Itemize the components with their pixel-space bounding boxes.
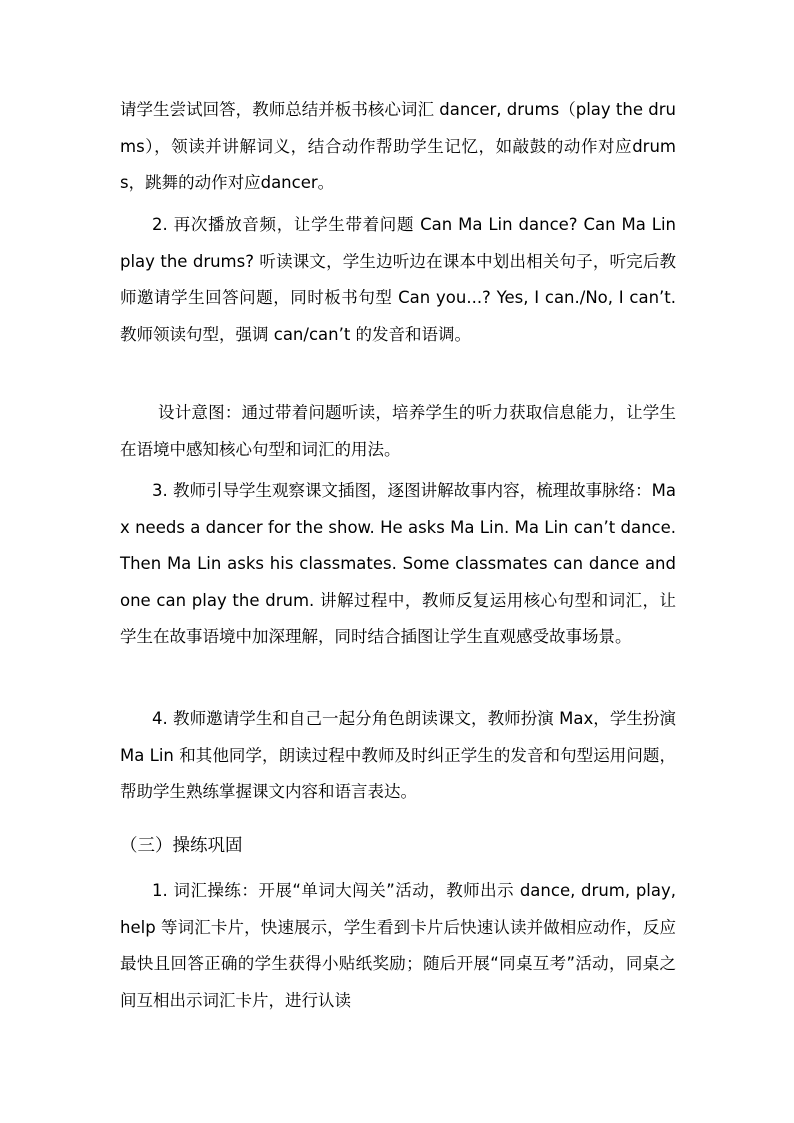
section-heading: （三）操练巩固 [120,836,243,856]
paragraph-vocabulary-intro: 请学生尝试回答，教师总结并板书核心词汇 dancer, drums（play the drums），领读并讲解词义，结合动作帮助学生记忆，如敲鼓的动作对应drums，跳舞的动作对应dancer。 [120,100,676,193]
paragraph-step-2: 2. 再次播放音频，让学生带着问题 Can Ma Lin dance? Can Ma Lin play the drums? 听读课文，学生边听边在课本中划出相关句子，听完后教师邀请学生回答问题，同时板书句型 Can you...? Yes, I can./No, I can’t. 教师领读句型，强调 can/can’t 的发音和语调。 [120,215,676,344]
paragraph-vocabulary-practice: 1. 词汇操练：开展“单词大闯关”活动，教师出示 dance, drum, play, help 等词汇卡片，快速展示，学生看到卡片后快速认读并做相应动作，反应最快且回答正确的学生获得小贴纸奖励；随后开展“同桌互考”活动，同桌之间互相出示词汇卡片，进行认读 [120,881,676,1010]
paragraph-step-4: 4. 教师邀请学生和自己一起分角色朗读课文，教师扮演 Max，学生扮演 Ma Lin 和其他同学，朗读过程中教师及时纠正学生的发音和句型运用问题，帮助学生熟练掌握课文内容和语言表达。 [120,709,676,802]
paragraph-design-intent: 设计意图：通过带着问题听读，培养学生的听力获取信息能力，让学生在语境中感知核心句型和词汇的用法。 [120,403,676,459]
paragraph-step-3: 3. 教师引导学生观察课文插图，逐图讲解故事内容，梳理故事脉络：Max needs a dancer for the show. He asks Ma Lin. Ma Lin can’t dance. Then Ma Lin asks his classmates. Some classmates can dance and one can play the drum. 讲解过程中，教师反复运用核心句型和词汇，让学生在故事语境中加深理解，同时结合插图让学生直观感受故事场景。 [120,481,676,647]
